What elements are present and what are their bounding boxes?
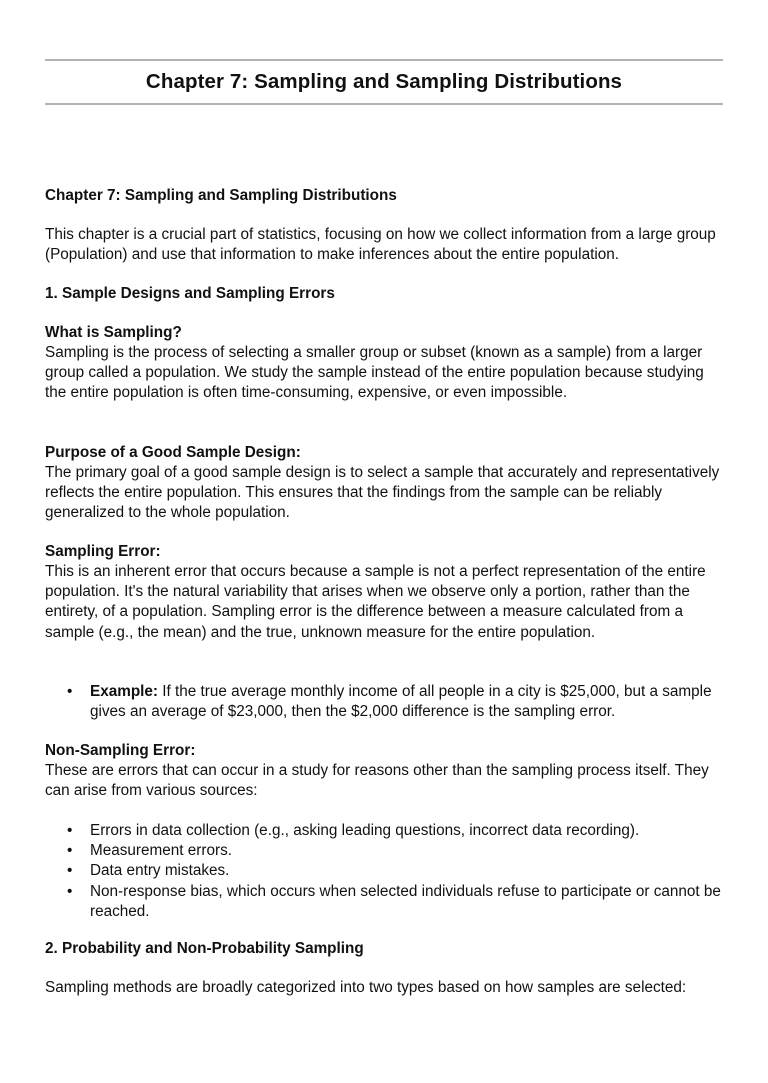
chapter-heading: Chapter 7: Sampling and Sampling Distributions — [45, 187, 397, 204]
bullet-icon: • — [67, 822, 73, 839]
bullet-icon: • — [67, 862, 73, 880]
example-list — [45, 682, 725, 722]
list-item — [45, 821, 725, 841]
example-text: If the true average monthly income of all people in a city is $25,000, but a sample gives an average of $23,000, then the $2,000 difference is the sampling error. — [90, 683, 712, 721]
example-label: Example: — [90, 683, 159, 700]
list-item-text: Data entry mistakes. — [90, 862, 230, 880]
what-is-sampling-heading: What is Sampling? — [45, 324, 182, 341]
non-sampling-error-text: These are errors that can occur in a study for reasons other than the sampling process itself. They can arise from various sources: — [45, 762, 709, 800]
purpose-heading: Purpose of a Good Sample Design: — [45, 444, 301, 461]
list-item — [45, 682, 725, 722]
section2-text: Sampling methods are broadly categorized into two types based on how samples are selected: — [45, 979, 687, 996]
document-page — [0, 59, 768, 1083]
bullet-icon: • — [67, 882, 73, 900]
list-item — [45, 861, 725, 881]
page-title: Chapter 7: Sampling and Sampling Distributions — [145, 70, 623, 93]
list-item-text: Measurement errors. — [90, 842, 232, 860]
purpose-text: The primary goal of a good sample design is to select a sample that accurately and representatively reflects the entire population. This ensures that the findings from the sample can be reliably generalized to the whole population. — [45, 464, 720, 522]
list-item — [45, 841, 725, 861]
bullet-icon: • — [67, 842, 73, 860]
title-banner — [45, 59, 723, 105]
list-item-text: Errors in data collection (e.g., asking leading questions, incorrect data recording). — [90, 822, 640, 839]
list-item-text: Non-response bias, which occurs when selected individuals refuse to participate or cannot be reached. — [90, 882, 721, 920]
non-sampling-error-list — [45, 821, 725, 922]
sampling-error-heading: Sampling Error: — [45, 543, 161, 560]
intro-paragraph: This chapter is a crucial part of statistics, focusing on how we collect information from a large group (Population) and use that information to make inferences about the entire population. — [45, 226, 716, 264]
bullet-icon: • — [67, 683, 73, 700]
section2-heading: 2. Probability and Non-Probability Sampling — [45, 940, 364, 957]
section1-heading: 1. Sample Designs and Sampling Errors — [45, 285, 335, 302]
what-is-sampling-text: Sampling is the process of selecting a smaller group or subset (known as a sample) from a larger group called a population. We study the sample instead of the entire population because studying the entire population is often time-consuming, expensive, or even impossible. — [45, 344, 704, 402]
list-item — [45, 882, 725, 922]
sampling-error-text: This is an inherent error that occurs because a sample is not a perfect representation of the entire population. It's the natural variability that arises when we observe only a portion, rather than the entirety, of a population. Sampling error is the difference between a measure calculated from a sample (e.g., the mean) and the true, unknown measure for the entire population. — [45, 563, 706, 641]
non-sampling-error-heading: Non-Sampling Error: — [45, 742, 196, 759]
